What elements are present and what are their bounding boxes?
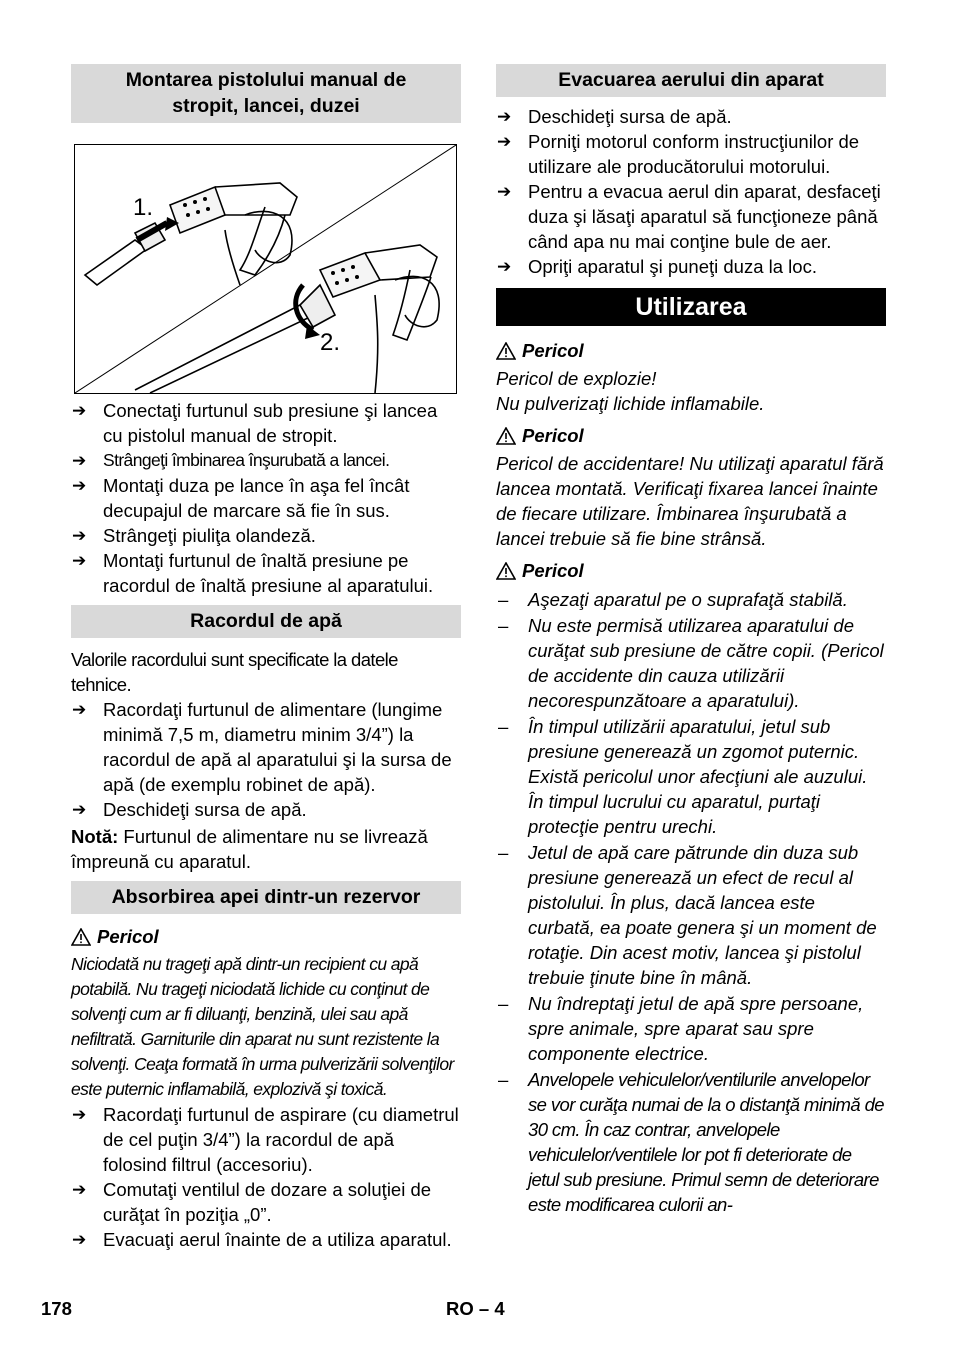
list-item: ➔ Conectaţi furtunul sub presiune şi lancea cu pistolul manual de stropit. xyxy=(72,400,438,446)
list-item: ➔ Comutaţi ventilul de dozare a soluţiei de curăţat în poziţia „0”. xyxy=(72,1179,432,1225)
list-item: – Anvelopele vehiculelor/ventilurile anvelopelor se vor curăţa numai de la o distanţă minimă de 30 cm. În caz contrar, anvelopele vehiculelor/ventilele lor pot fi deteriorate de jetul sub presiune. Primul semn de deteriorare este modificarea culorii an- xyxy=(498,1069,884,1215)
arrow-right-icon: ➔ xyxy=(497,182,512,201)
danger-text: Pericol de accidentare! Nu utilizaţi aparatul fără lancea montată. Verificaţi fixarea lancei înainte de fiecare utilizare. Îmbinarea înşurubată a lancei trebuie să fie bine strânsă. xyxy=(496,453,884,549)
note: Notă: Furtunul de alimentare nu se livrează împreună cu aparatul. xyxy=(71,826,428,872)
list-item: ➔ Opriţi aparatul şi puneţi duza la loc. xyxy=(497,256,817,277)
step-1-label: 1. xyxy=(133,194,154,221)
chapter-heading-usage: Utilizarea xyxy=(496,288,886,326)
list-item: – Jetul de apă care pătrunde din duza sub presiune generează un efect de recul al pistolului. În plus, dacă lancea este curbată, ea poate genera şi un moment de rotaţie. Din acest motiv, lancea şi pistolul trebuie ţinute bine în mână. xyxy=(498,842,877,988)
arrow-right-icon: ➔ xyxy=(497,107,512,126)
section-heading-assembly: Montarea pistolului manual de stropit, lancei, duzei xyxy=(71,64,461,123)
arrow-right-icon: ➔ xyxy=(72,800,87,819)
arrow-right-icon: ➔ xyxy=(497,257,512,276)
danger-text: Pericol de explozie! xyxy=(496,368,657,389)
list-item: ➔ Deschideţi sursa de apă. xyxy=(72,799,307,820)
list-item: ➔ Evacuaţi aerul înainte de a utiliza aparatul. xyxy=(72,1229,452,1250)
warning-triangle-icon xyxy=(496,427,516,445)
danger-heading: Pericol xyxy=(496,558,886,583)
arrow-right-icon: ➔ xyxy=(497,132,512,151)
air-steps xyxy=(496,104,886,279)
warning-triangle-icon xyxy=(71,928,91,946)
arrow-right-icon: ➔ xyxy=(72,526,87,545)
arrow-right-icon: ➔ xyxy=(72,1230,87,1249)
arrow-right-icon: ➔ xyxy=(72,476,87,495)
list-item: ➔ Strângeţi piuliţa olandeză. xyxy=(72,525,316,546)
list-item: – Nu este permisă utilizarea aparatului de curăţat sub presiune de către copii. (Pericol de accidente din cauza utilizării necorespunzătoare a aparatului). xyxy=(498,615,884,711)
danger-text: Niciodată nu trageţi apă dintr-un recipient cu apă potabilă. Nu trageţi niciodată lichide cu conţinut de solvenţi cum ar fi diluanţi, benzină, ulei sau apă nefiltrată. Garniturile din aparat nu sunt rezistente la solvenţi. Ceaţa formată în urma pulverizării solvenţilor este puternic inflamabilă, explozivă şi toxică. xyxy=(71,954,454,1099)
arrow-right-icon: ➔ xyxy=(72,401,87,420)
list-item: – Nu îndreptaţi jetul de apă spre persoane, spre animale, spre aparat sau spre componente electrice. xyxy=(498,993,864,1064)
warning-triangle-icon xyxy=(496,342,516,360)
assembly-steps xyxy=(71,398,461,598)
section-heading-air: Evacuarea aerului din aparat xyxy=(496,64,886,97)
section-page-label: RO – 4 xyxy=(446,1298,505,1319)
section-heading-tank: Absorbirea apei dintr-un rezervor xyxy=(71,881,461,914)
list-item: ➔ Montaţi duza pe lance în aşa fel încât decupajul de marcare să fie în sus. xyxy=(72,475,410,521)
list-item: ➔ Montaţi furtunul de înaltă presiune pe racordul de înaltă presiune al aparatului. xyxy=(72,550,434,596)
danger-text: Nu pulverizaţi lichide inflamabile. xyxy=(496,393,765,414)
list-item: ➔ Strângeţi îmbinarea înşurubată a lancei. xyxy=(71,448,461,473)
list-item: ➔ Pentru a evacua aerul din aparat, desfaceţi duza şi lăsaţi aparatul să funcţioneze până când apa nu mai conţine bule de aer. xyxy=(497,181,881,252)
danger-heading: Pericol xyxy=(496,423,886,448)
arrow-right-icon: ➔ xyxy=(72,451,86,470)
arrow-right-icon: ➔ xyxy=(72,1180,87,1199)
page-number: 178 xyxy=(41,1298,72,1319)
list-item: – Aşezaţi aparatul pe o suprafaţă stabilă. xyxy=(498,589,848,610)
list-item: ➔ Deschideţi sursa de apă. xyxy=(497,106,732,127)
arrow-right-icon: ➔ xyxy=(72,700,87,719)
left-column xyxy=(71,64,461,1252)
safety-list xyxy=(496,587,886,1217)
assembly-illustration xyxy=(74,144,457,394)
right-column xyxy=(496,64,886,1218)
section-heading-water: Racordul de apă xyxy=(71,605,461,638)
list-item: ➔ Porniţi motorul conform instrucţiunilor de utilizare ale producătorului motorului. xyxy=(497,131,860,177)
step-2-label: 2. xyxy=(320,329,341,356)
arrow-right-icon: ➔ xyxy=(72,1105,87,1124)
arrow-right-icon: ➔ xyxy=(72,551,87,570)
warning-triangle-icon xyxy=(496,562,516,580)
list-item: – În timpul utilizării aparatului, jetul sub presiune generează un zgomot puternic. Există pericolul unor afecţiuni ale auzului. În timpul lucrului cu aparatul, purtaţi protecţie pentru urechi. xyxy=(498,716,868,837)
list-item: ➔ Racordaţi furtunul de aspirare (cu diametrul de cel puţin 3/4”) la racordul de apă folosind filtrul (accesoriu). xyxy=(72,1104,459,1175)
spray-gun-drawing xyxy=(75,145,456,393)
danger-heading: Pericol xyxy=(71,924,461,949)
paragraph: Valorile racordului sunt specificate la datele tehnice. xyxy=(71,649,398,695)
list-item: ➔ Racordaţi furtunul de alimentare (lungime minimă 7,5 m, diametru minim 3/4”) la racordul de apă al aparatului şi la sursa de apă (de exemplu robinet de apă). xyxy=(72,699,452,795)
danger-heading: Pericol xyxy=(496,338,886,363)
